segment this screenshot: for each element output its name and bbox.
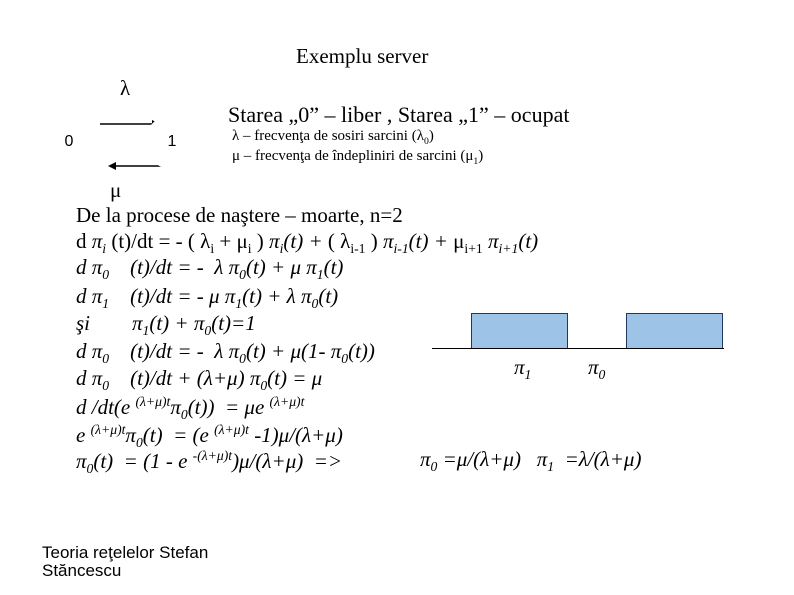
pi1-bar-label-symbol: π xyxy=(514,355,525,379)
steady-state-result: $\pi_0 =\mu/(\lambda+\mu)$ $\pi_1 =\lambda/(\lambda+\mu)$ xyxy=(420,447,642,475)
pi1-bar xyxy=(471,313,568,349)
equation-normalization: şi $\pi_1(t) + \pi_0(t)=1$ xyxy=(76,311,256,339)
page-title: Exemplu server xyxy=(296,44,429,68)
equation-rearranged: d $\pi_0$ (t)/dt + (λ+μ) $\pi_0(t) = \mu$ xyxy=(76,366,323,394)
equation-general: d $\pi_i$ (t)/dt = - ( $\lambda_i + \mu_i$ ) $\pi_i(t)$ + ( $\lambda_{i-1}$ ) $\pi_{i-1}(t) + \mu_{i+1}$ $\pi_{i+1}(t)$ xyxy=(76,229,539,257)
lambda-definition xyxy=(232,128,434,147)
lambda-definition-sub: 0 xyxy=(423,136,429,147)
pi1-bar-label-sub: 1 xyxy=(524,367,532,383)
state-node-1-label: 1 xyxy=(167,133,177,150)
mu-definition xyxy=(232,148,483,167)
lambda-definition-close: ) xyxy=(428,128,434,144)
state-node-0 xyxy=(42,115,96,169)
equation-integrating-factor: d /dt(e $^{(\lambda+\mu)t}\pi_0(t)) = \mu e$ $^{(\lambda+\mu)t}$ xyxy=(76,394,305,423)
mu-arrowhead xyxy=(108,162,116,170)
state-node-0-label: 0 xyxy=(64,133,74,150)
equation-d-pi0: d $\pi_0$ (t)/dt = - λ $\pi_0(t) + \mu$ $\pi_1(t)$ xyxy=(76,255,344,283)
pi0-bar-label xyxy=(588,355,605,383)
footer-author: Teoria reţelelor Stefan Stăncescu xyxy=(42,543,209,580)
equations-heading: De la procese de naştere – moarte, n=2 xyxy=(76,203,403,227)
mu-definition-close: ) xyxy=(478,148,484,164)
pi0-bar-label-symbol: π xyxy=(588,355,599,379)
mu-definition-sub: 1 xyxy=(473,156,479,167)
pi0-bar-label-sub: 0 xyxy=(598,367,606,383)
pi1-bar-label xyxy=(514,355,531,383)
equation-solution: $\pi_0(t) = (1 - e$ $^{-(\lambda+\mu)t}$)μ/(λ+μ) => xyxy=(76,448,343,477)
bars-baseline xyxy=(432,348,724,349)
state-node-1 xyxy=(145,115,199,169)
lambda-label: λ xyxy=(120,76,131,100)
states-description: Starea „0” – liber , Starea „1” – ocupat xyxy=(228,102,570,127)
lambda-definition-text: λ – frecvenţa de sosiri sarcini (λ xyxy=(232,128,424,144)
mu-label: μ xyxy=(110,178,122,202)
equation-integrated: e $^{(\lambda+\mu)t}\pi_0(t) = (e$ $^{(\lambda+\mu)t}$ -1)μ/(λ+μ) xyxy=(76,422,343,451)
mu-definition-text: μ – frecvenţa de îndepliniri de sarcini (μ xyxy=(232,148,474,164)
equation-d-pi1: d $\pi_1$ (t)/dt = - μ $\pi_1(t) + \lambda$ $\pi_0(t)$ xyxy=(76,284,339,312)
equation-substituted: d $\pi_0$ (t)/dt = - λ $\pi_0(t) + \mu(1-$ $\pi_0(t)$) xyxy=(76,339,375,367)
pi0-bar xyxy=(626,313,723,349)
